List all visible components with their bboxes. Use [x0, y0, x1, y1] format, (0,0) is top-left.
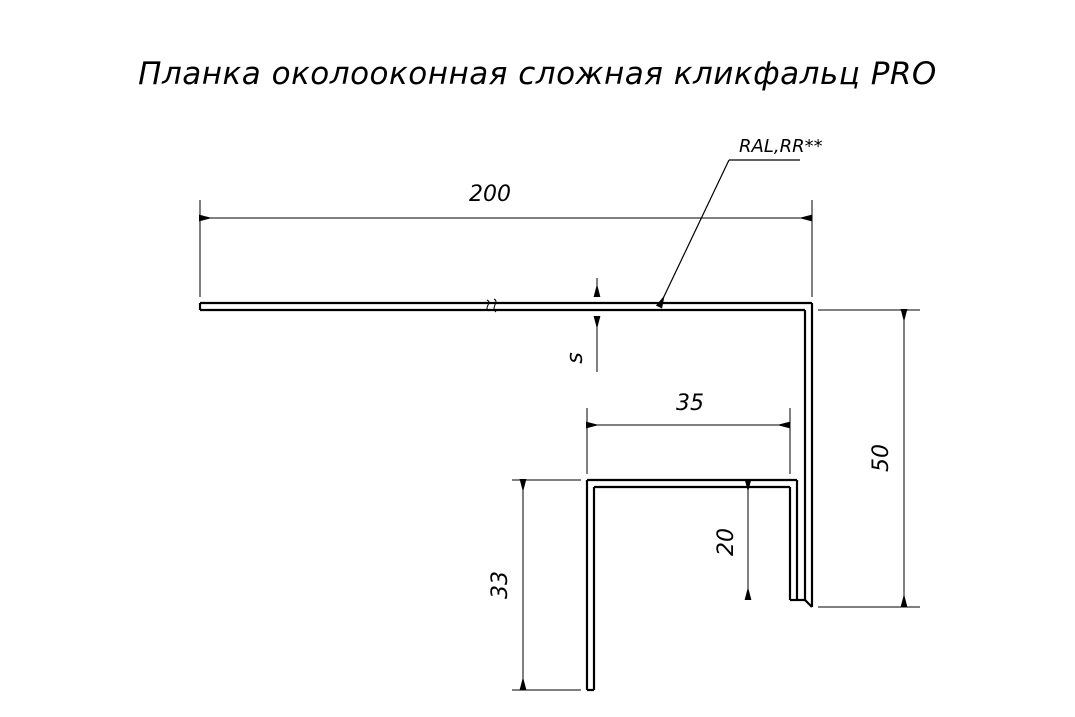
dimension-return-width — [587, 408, 790, 474]
dimension-label-20: 20 — [714, 528, 739, 556]
dimension-label-35: 35 — [676, 391, 704, 416]
dimension-label-s: s — [563, 352, 588, 364]
material-note-leader — [659, 160, 800, 307]
material-note-label: RAL,RR** — [739, 136, 823, 157]
profile-outline — [200, 303, 812, 690]
dimension-label-33: 33 — [488, 571, 513, 599]
dimension-overall-length — [200, 200, 812, 297]
page-title: Планка околооконная сложная кликфальц PRO — [138, 56, 937, 92]
dimension-left-leg — [512, 480, 581, 690]
dimension-label-50: 50 — [869, 444, 894, 472]
dimension-label-200: 200 — [469, 182, 511, 207]
